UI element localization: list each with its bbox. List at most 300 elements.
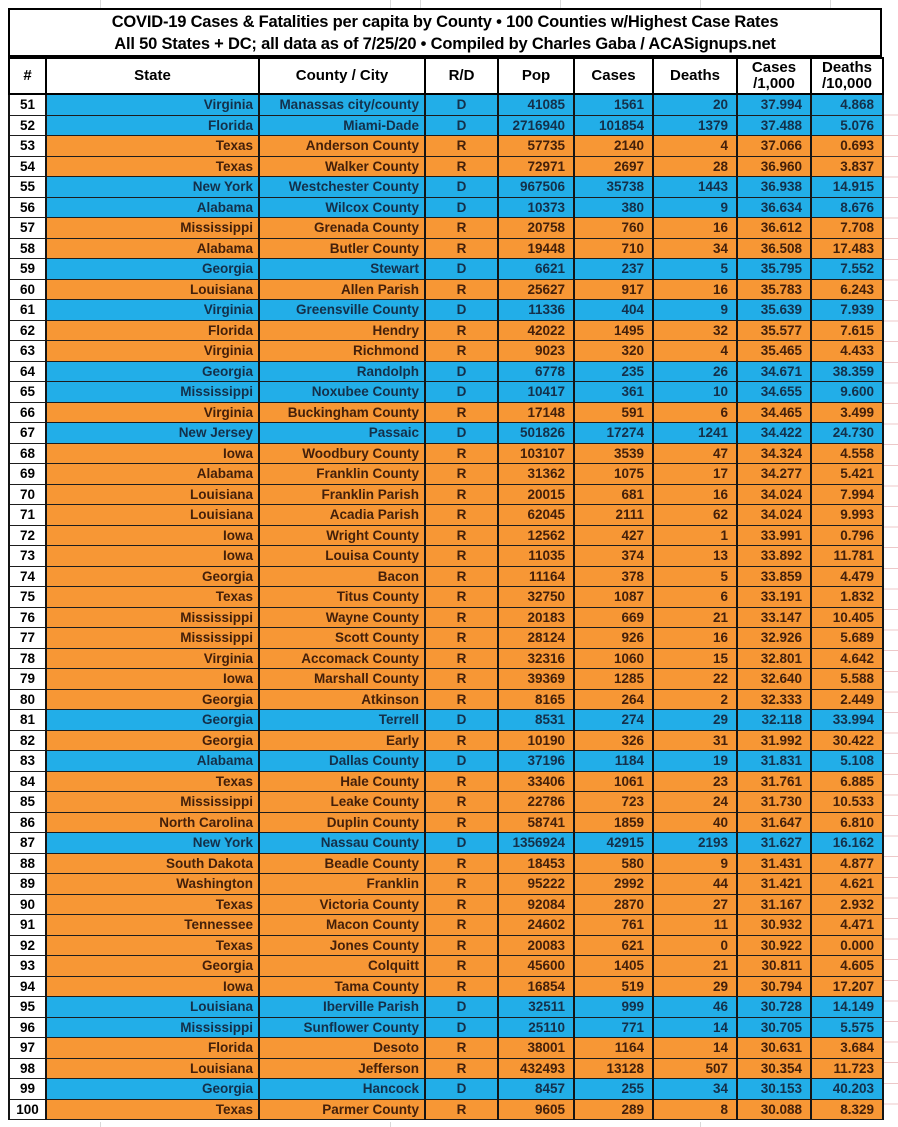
cell-state: Georgia	[46, 259, 259, 280]
cell-cases: 723	[574, 792, 653, 813]
table-row	[9, 853, 883, 874]
cell-rank: 61	[9, 300, 46, 321]
cell-pop: 103107	[498, 443, 574, 464]
cell-cases: 326	[574, 730, 653, 751]
cell-cases: 255	[574, 1079, 653, 1100]
cell-county: Wilcox County	[259, 197, 425, 218]
cell-cases-per-1000: 34.465	[737, 402, 811, 423]
table-row	[9, 587, 883, 608]
cell-party: D	[425, 423, 498, 444]
covid-county-table	[8, 57, 884, 1120]
cell-deaths: 14	[653, 1038, 737, 1059]
cell-state: Mississippi	[46, 792, 259, 813]
cell-deaths-per-10000: 7.994	[811, 484, 883, 505]
cell-deaths: 1379	[653, 115, 737, 136]
table-row	[9, 320, 883, 341]
cell-cases: 621	[574, 935, 653, 956]
cell-county: Titus County	[259, 587, 425, 608]
cell-state: Texas	[46, 894, 259, 915]
cell-county: Beadle County	[259, 853, 425, 874]
table-row	[9, 792, 883, 813]
cell-cases: 101854	[574, 115, 653, 136]
cell-cases: 1859	[574, 812, 653, 833]
cell-county: Jones County	[259, 935, 425, 956]
cell-county: Desoto	[259, 1038, 425, 1059]
table-row	[9, 546, 883, 567]
table-row	[9, 1079, 883, 1100]
cell-deaths: 16	[653, 279, 737, 300]
cell-rank: 68	[9, 443, 46, 464]
cell-state: Alabama	[46, 751, 259, 772]
cell-party: R	[425, 218, 498, 239]
cell-rank: 76	[9, 607, 46, 628]
cell-deaths: 31	[653, 730, 737, 751]
cell-pop: 8531	[498, 710, 574, 731]
cell-cases-per-1000: 36.938	[737, 177, 811, 198]
cell-state: Alabama	[46, 238, 259, 259]
cell-cases-per-1000: 33.147	[737, 607, 811, 628]
cell-rank: 94	[9, 976, 46, 997]
cell-deaths-per-10000: 5.076	[811, 115, 883, 136]
cell-party: R	[425, 607, 498, 628]
cell-cases: 761	[574, 915, 653, 936]
table-row	[9, 464, 883, 485]
cell-deaths-per-10000: 4.642	[811, 648, 883, 669]
table-row	[9, 402, 883, 423]
cell-cases-per-1000: 35.783	[737, 279, 811, 300]
cell-party: R	[425, 484, 498, 505]
cell-party: D	[425, 300, 498, 321]
cell-state: Georgia	[46, 1079, 259, 1100]
cell-state: Virginia	[46, 648, 259, 669]
cell-deaths: 20	[653, 94, 737, 115]
table-row	[9, 259, 883, 280]
cell-deaths-per-10000: 6.885	[811, 771, 883, 792]
cell-deaths-per-10000: 9.993	[811, 505, 883, 526]
table-row	[9, 279, 883, 300]
cell-deaths-per-10000: 17.207	[811, 976, 883, 997]
cell-deaths-per-10000: 3.684	[811, 1038, 883, 1059]
cell-deaths-per-10000: 7.552	[811, 259, 883, 280]
table-row	[9, 833, 883, 854]
cell-rank: 71	[9, 505, 46, 526]
cell-party: D	[425, 115, 498, 136]
cell-party: R	[425, 587, 498, 608]
cell-party: R	[425, 505, 498, 526]
table-row	[9, 300, 883, 321]
table-row	[9, 689, 883, 710]
cell-rank: 66	[9, 402, 46, 423]
table-row	[9, 94, 883, 115]
cell-cases: 264	[574, 689, 653, 710]
table-row	[9, 341, 883, 362]
cell-cases: 1561	[574, 94, 653, 115]
cell-cases: 1285	[574, 669, 653, 690]
cell-state: Mississippi	[46, 218, 259, 239]
cell-party: R	[425, 976, 498, 997]
cell-deaths-per-10000: 0.796	[811, 525, 883, 546]
cell-county: Franklin Parish	[259, 484, 425, 505]
sheet-gridline	[100, 1122, 101, 1127]
cell-cases-per-1000: 32.926	[737, 628, 811, 649]
cell-county: Early	[259, 730, 425, 751]
cell-party: R	[425, 279, 498, 300]
cell-deaths: 34	[653, 238, 737, 259]
cell-cases: 2697	[574, 156, 653, 177]
cell-deaths-per-10000: 4.433	[811, 341, 883, 362]
cell-pop: 72971	[498, 156, 574, 177]
cell-county: Scott County	[259, 628, 425, 649]
cell-deaths-per-10000: 7.939	[811, 300, 883, 321]
table-header-row	[9, 58, 883, 94]
table-row	[9, 423, 883, 444]
cell-deaths: 21	[653, 607, 737, 628]
cell-deaths: 16	[653, 484, 737, 505]
cell-pop: 11336	[498, 300, 574, 321]
cell-cases-per-1000: 31.992	[737, 730, 811, 751]
table-row	[9, 648, 883, 669]
cell-party: D	[425, 382, 498, 403]
cell-party: D	[425, 1079, 498, 1100]
cell-deaths-per-10000: 14.149	[811, 997, 883, 1018]
cell-deaths: 4	[653, 136, 737, 157]
cell-rank: 74	[9, 566, 46, 587]
cell-county: Stewart	[259, 259, 425, 280]
cell-deaths-per-10000: 4.479	[811, 566, 883, 587]
cell-state: Tennessee	[46, 915, 259, 936]
cell-deaths: 6	[653, 402, 737, 423]
cell-rank: 81	[9, 710, 46, 731]
table-title-line2: All 50 States + DC; all data as of 7/25/20 • Compiled by Charles Gaba / ACASignups.net	[114, 34, 776, 53]
cell-cases-per-1000: 31.761	[737, 771, 811, 792]
cell-pop: 25627	[498, 279, 574, 300]
cell-pop: 95222	[498, 874, 574, 895]
cell-deaths: 4	[653, 341, 737, 362]
cell-deaths-per-10000: 4.621	[811, 874, 883, 895]
cell-deaths: 27	[653, 894, 737, 915]
cell-county: Butler County	[259, 238, 425, 259]
cell-state: Texas	[46, 1099, 259, 1120]
cell-county: Passaic	[259, 423, 425, 444]
cell-party: R	[425, 730, 498, 751]
cell-state: Texas	[46, 156, 259, 177]
cell-cases-per-1000: 30.811	[737, 956, 811, 977]
cell-party: R	[425, 1038, 498, 1059]
cell-state: Florida	[46, 115, 259, 136]
cell-deaths-per-10000: 10.533	[811, 792, 883, 813]
cell-deaths: 1443	[653, 177, 737, 198]
cell-county: Noxubee County	[259, 382, 425, 403]
cell-county: Iberville Parish	[259, 997, 425, 1018]
cell-cases: 374	[574, 546, 653, 567]
sheet-gridlines-right-margin	[884, 95, 898, 1123]
cell-county: Greensville County	[259, 300, 425, 321]
cell-party: R	[425, 874, 498, 895]
cell-rank: 57	[9, 218, 46, 239]
cell-pop: 45600	[498, 956, 574, 977]
cell-cases: 274	[574, 710, 653, 731]
cell-pop: 62045	[498, 505, 574, 526]
cell-rank: 83	[9, 751, 46, 772]
cell-state: Texas	[46, 935, 259, 956]
table-row	[9, 956, 883, 977]
cell-rank: 65	[9, 382, 46, 403]
cell-party: R	[425, 648, 498, 669]
table-body	[9, 94, 883, 1120]
cell-state: Florida	[46, 1038, 259, 1059]
cell-cases-per-1000: 31.730	[737, 792, 811, 813]
cell-cases-per-1000: 33.892	[737, 546, 811, 567]
sheet-gridline	[100, 0, 101, 8]
table-row	[9, 484, 883, 505]
cell-rank: 95	[9, 997, 46, 1018]
cell-deaths: 32	[653, 320, 737, 341]
cell-pop: 32511	[498, 997, 574, 1018]
cell-deaths-per-10000: 38.359	[811, 361, 883, 382]
cell-deaths: 34	[653, 1079, 737, 1100]
cell-county: Grenada County	[259, 218, 425, 239]
col-header-deaths-per-10000: Deaths /10,000	[811, 58, 883, 94]
cell-rank: 56	[9, 197, 46, 218]
cell-county: Hendry	[259, 320, 425, 341]
cell-cases-per-1000: 30.354	[737, 1058, 811, 1079]
cell-rank: 92	[9, 935, 46, 956]
cell-cases: 378	[574, 566, 653, 587]
table-row	[9, 1058, 883, 1079]
cell-cases-per-1000: 34.671	[737, 361, 811, 382]
cell-pop: 32750	[498, 587, 574, 608]
cell-county: Randolph	[259, 361, 425, 382]
sheet-gridline	[420, 0, 421, 8]
cell-cases-per-1000: 36.612	[737, 218, 811, 239]
cell-party: R	[425, 956, 498, 977]
cell-rank: 80	[9, 689, 46, 710]
table-row	[9, 935, 883, 956]
cell-deaths: 507	[653, 1058, 737, 1079]
cell-deaths-per-10000: 0.693	[811, 136, 883, 157]
cell-state: Iowa	[46, 976, 259, 997]
cell-county: Bacon	[259, 566, 425, 587]
cell-pop: 32316	[498, 648, 574, 669]
cell-rank: 53	[9, 136, 46, 157]
cell-pop: 20183	[498, 607, 574, 628]
cell-cases: 760	[574, 218, 653, 239]
cell-cases-per-1000: 32.640	[737, 669, 811, 690]
cell-pop: 18453	[498, 853, 574, 874]
cell-rank: 55	[9, 177, 46, 198]
cell-party: D	[425, 361, 498, 382]
cell-cases-per-1000: 30.922	[737, 935, 811, 956]
table-row	[9, 1038, 883, 1059]
cell-deaths-per-10000: 3.837	[811, 156, 883, 177]
cell-pop: 10373	[498, 197, 574, 218]
cell-cases-per-1000: 30.631	[737, 1038, 811, 1059]
cell-state: Texas	[46, 587, 259, 608]
col-header-rank: #	[9, 58, 46, 94]
cell-rank: 85	[9, 792, 46, 813]
cell-state: Georgia	[46, 566, 259, 587]
cell-county: Acadia Parish	[259, 505, 425, 526]
col-header-cases: Cases	[574, 58, 653, 94]
cell-rank: 75	[9, 587, 46, 608]
cell-party: R	[425, 915, 498, 936]
cell-rank: 64	[9, 361, 46, 382]
cell-rank: 63	[9, 341, 46, 362]
cell-deaths-per-10000: 4.877	[811, 853, 883, 874]
cell-cases: 1060	[574, 648, 653, 669]
cell-state: Virginia	[46, 300, 259, 321]
cell-county: Manassas city/county	[259, 94, 425, 115]
cell-deaths: 9	[653, 300, 737, 321]
sheet-gridline	[390, 1122, 391, 1127]
cell-pop: 25110	[498, 1017, 574, 1038]
cell-state: Texas	[46, 136, 259, 157]
cell-deaths: 6	[653, 587, 737, 608]
cell-deaths: 0	[653, 935, 737, 956]
table-row	[9, 771, 883, 792]
cell-deaths-per-10000: 7.708	[811, 218, 883, 239]
cell-state: South Dakota	[46, 853, 259, 874]
cell-cases: 2992	[574, 874, 653, 895]
cell-rank: 96	[9, 1017, 46, 1038]
sheet-gridline	[700, 1122, 701, 1127]
cell-county: Richmond	[259, 341, 425, 362]
cell-rank: 79	[9, 669, 46, 690]
cell-cases: 1164	[574, 1038, 653, 1059]
table-title	[8, 8, 882, 57]
cell-cases: 681	[574, 484, 653, 505]
cell-party: R	[425, 464, 498, 485]
cell-county: Terrell	[259, 710, 425, 731]
cell-county: Tama County	[259, 976, 425, 997]
cell-state: Mississippi	[46, 628, 259, 649]
cell-deaths-per-10000: 9.600	[811, 382, 883, 403]
cell-cases: 1075	[574, 464, 653, 485]
cell-cases-per-1000: 34.024	[737, 484, 811, 505]
cell-party: D	[425, 197, 498, 218]
cell-cases-per-1000: 37.994	[737, 94, 811, 115]
cell-cases-per-1000: 34.024	[737, 505, 811, 526]
cell-county: Accomack County	[259, 648, 425, 669]
cell-deaths: 10	[653, 382, 737, 403]
cell-rank: 70	[9, 484, 46, 505]
cell-cases-per-1000: 30.705	[737, 1017, 811, 1038]
cell-state: Georgia	[46, 710, 259, 731]
cell-deaths-per-10000: 8.329	[811, 1099, 883, 1120]
table-row	[9, 730, 883, 751]
cell-deaths: 2193	[653, 833, 737, 854]
cell-deaths: 23	[653, 771, 737, 792]
cell-deaths: 13	[653, 546, 737, 567]
cell-cases-per-1000: 31.647	[737, 812, 811, 833]
cell-rank: 98	[9, 1058, 46, 1079]
cell-state: Virginia	[46, 341, 259, 362]
cell-pop: 24602	[498, 915, 574, 936]
cell-rank: 67	[9, 423, 46, 444]
cell-deaths: 19	[653, 751, 737, 772]
table-row	[9, 361, 883, 382]
cell-party: R	[425, 628, 498, 649]
cell-rank: 62	[9, 320, 46, 341]
cell-cases-per-1000: 31.627	[737, 833, 811, 854]
sheet-gridline	[390, 0, 391, 8]
cell-deaths: 29	[653, 976, 737, 997]
cell-rank: 59	[9, 259, 46, 280]
cell-county: Dallas County	[259, 751, 425, 772]
cell-pop: 33406	[498, 771, 574, 792]
cell-cases: 591	[574, 402, 653, 423]
cell-cases: 13128	[574, 1058, 653, 1079]
table-row	[9, 238, 883, 259]
cell-cases: 917	[574, 279, 653, 300]
cell-party: R	[425, 443, 498, 464]
cell-county: Atkinson	[259, 689, 425, 710]
cell-state: Florida	[46, 320, 259, 341]
cell-rank: 73	[9, 546, 46, 567]
cell-party: R	[425, 689, 498, 710]
cell-cases-per-1000: 30.153	[737, 1079, 811, 1100]
table-row	[9, 894, 883, 915]
cell-cases-per-1000: 32.333	[737, 689, 811, 710]
cell-cases: 235	[574, 361, 653, 382]
cell-deaths: 5	[653, 259, 737, 280]
cell-party: R	[425, 669, 498, 690]
cell-pop: 37196	[498, 751, 574, 772]
cell-party: R	[425, 935, 498, 956]
cell-pop: 12562	[498, 525, 574, 546]
cell-rank: 99	[9, 1079, 46, 1100]
cell-cases: 2870	[574, 894, 653, 915]
cell-rank: 100	[9, 1099, 46, 1120]
cell-pop: 41085	[498, 94, 574, 115]
cell-pop: 10190	[498, 730, 574, 751]
cell-county: Allen Parish	[259, 279, 425, 300]
cell-deaths-per-10000: 30.422	[811, 730, 883, 751]
cell-rank: 89	[9, 874, 46, 895]
cell-pop: 31362	[498, 464, 574, 485]
cell-cases: 1184	[574, 751, 653, 772]
cell-state: Virginia	[46, 402, 259, 423]
cell-pop: 432493	[498, 1058, 574, 1079]
cell-cases: 1061	[574, 771, 653, 792]
cell-cases-per-1000: 36.960	[737, 156, 811, 177]
cell-party: R	[425, 853, 498, 874]
col-header-party: R/D	[425, 58, 498, 94]
cell-cases-per-1000: 33.859	[737, 566, 811, 587]
cell-cases-per-1000: 30.728	[737, 997, 811, 1018]
cell-deaths-per-10000: 2.932	[811, 894, 883, 915]
cell-cases: 237	[574, 259, 653, 280]
cell-county: Wayne County	[259, 607, 425, 628]
cell-cases-per-1000: 35.465	[737, 341, 811, 362]
cell-rank: 97	[9, 1038, 46, 1059]
cell-state: New York	[46, 177, 259, 198]
cell-party: R	[425, 320, 498, 341]
cell-cases: 580	[574, 853, 653, 874]
table-row	[9, 751, 883, 772]
cell-cases-per-1000: 34.324	[737, 443, 811, 464]
cell-pop: 16854	[498, 976, 574, 997]
cell-rank: 91	[9, 915, 46, 936]
table-row	[9, 218, 883, 239]
cell-pop: 9023	[498, 341, 574, 362]
cell-state: Iowa	[46, 546, 259, 567]
cell-cases-per-1000: 34.277	[737, 464, 811, 485]
cell-cases-per-1000: 37.066	[737, 136, 811, 157]
cell-county: Sunflower County	[259, 1017, 425, 1038]
cell-county: Miami-Dade	[259, 115, 425, 136]
cell-cases-per-1000: 35.795	[737, 259, 811, 280]
